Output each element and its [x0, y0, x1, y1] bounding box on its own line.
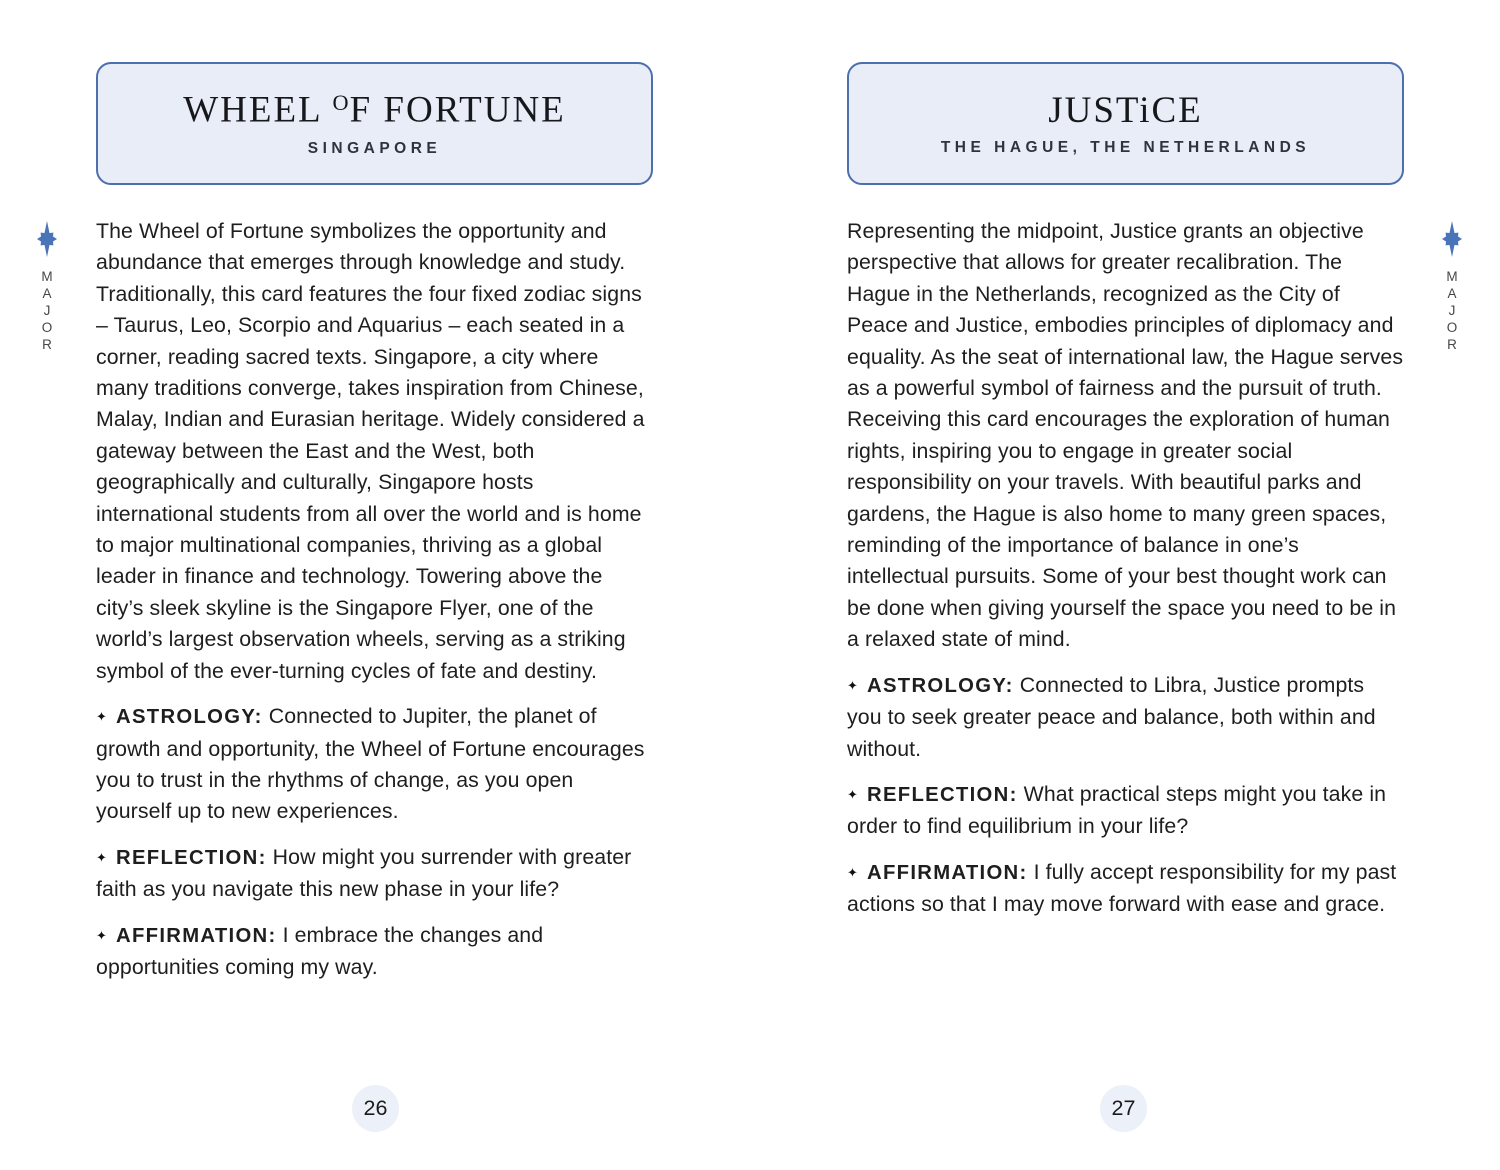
- section-text: How might you surrender with greater faith as you navigate this new phase in your life?: [96, 844, 632, 902]
- arcana-letter: M: [41, 269, 53, 284]
- diamond-bullet-icon: ✦: [96, 849, 107, 865]
- reflection-section: [847, 779, 1404, 843]
- intro-paragraph: Representing the midpoint, Justice grants an objective perspective that allows for greater recalibration. The Hague in the Netherlands, recognized as the City of Peace and Justice, embodies principles of diplomacy and equality. As the seat of international law, the Hague serves as a powerful symbol of fairness and the pursuit of truth. Receiving this card encourages the exploration of human rights, inspiring you to engage in greater social responsibility on your travels. With beautiful parks and gardens, the Hague is also home to many green spaces, reminding of the importance of balance in one’s intellectual pursuits. Some of your best thought work can be done when giving yourself the space you need to be in a relaxed state of mind.: [847, 219, 1404, 652]
- arcana-letter: O: [1446, 320, 1458, 335]
- page-wheel-of-fortune: [96, 62, 653, 983]
- page-number-badge: 26: [352, 1085, 399, 1132]
- card-description: [847, 216, 1404, 921]
- card-title: [183, 91, 566, 130]
- major-arcana-label: [1437, 270, 1467, 352]
- section-label: REFLECTION:: [867, 783, 1018, 806]
- section-text: What practical steps might you take in order to find equilibrium in your life?: [847, 781, 1387, 839]
- section-label: ASTROLOGY:: [116, 706, 263, 729]
- arcana-letter: J: [43, 303, 51, 318]
- diamond-bullet-icon: ✦: [847, 677, 858, 693]
- diamond-bullet-icon: ✦: [96, 927, 107, 943]
- card-description: [96, 216, 653, 983]
- card-title-text: WHEEL: [183, 89, 333, 131]
- section-text: Connected to Libra, Justice prompts you to seek greater peace and balance, both within and without.: [847, 672, 1376, 761]
- card-location: SINGAPORE: [307, 139, 442, 157]
- sparkle-star-icon: [1439, 221, 1465, 257]
- arcana-letter: R: [1447, 337, 1457, 352]
- section-label: REFLECTION:: [116, 846, 267, 869]
- card-location: THE HAGUE, THE NETHERLANDS: [940, 139, 1311, 157]
- card-title-text: F FORTUNE: [349, 89, 566, 131]
- section-label: AFFIRMATION:: [867, 861, 1028, 884]
- major-arcana-label: [32, 270, 62, 352]
- sidebar-left: [32, 221, 62, 352]
- section-label: AFFIRMATION:: [116, 924, 277, 947]
- astrology-section: [847, 670, 1404, 765]
- arcana-letter: A: [1447, 286, 1457, 301]
- affirmation-section: [96, 920, 653, 984]
- page-number-badge: 27: [1100, 1085, 1147, 1132]
- card-title-box: [96, 62, 653, 185]
- section-label: ASTROLOGY:: [867, 674, 1014, 697]
- astrology-section: [96, 701, 653, 828]
- page-justice: [847, 62, 1404, 921]
- section-text: I embrace the changes and opportunities coming my way.: [96, 922, 544, 979]
- affirmation-section: [847, 857, 1404, 921]
- section-text: Connected to Jupiter, the planet of growth and opportunity, the Wheel of Fortune encourages you to trust in the rhythms of change, as you open yourself up to new experiences.: [96, 704, 645, 824]
- arcana-letter: M: [1446, 269, 1458, 284]
- intro-paragraph: The Wheel of Fortune symbolizes the opportunity and abundance that emerges through knowledge and study. Traditionally, this card features the four fixed zodiac signs – Taurus, Leo, Scorpio and Aquarius – each seated in a corner, reading sacred texts. Singapore, a city where many traditions converge, takes inspiration from Chinese, Malay, Indian and Eurasian heritage. Widely considered a gateway between the East and the West, both geographically and culturally, Singapore hosts international students from all over the world and is home to major multinational companies, thriving as a global leader in finance and technology. Towering above the city’s sleek skyline is the Singapore Flyer, one of the world’s largest observation wheels, serving as a striking symbol of the ever-turning cycles of fate and destiny.: [96, 219, 645, 683]
- card-title-box: [847, 62, 1404, 185]
- card-title-raised-letter: O: [332, 90, 350, 116]
- diamond-bullet-icon: ✦: [847, 786, 858, 802]
- diamond-bullet-icon: ✦: [847, 864, 858, 880]
- arcana-letter: O: [41, 320, 53, 335]
- diamond-bullet-icon: ✦: [96, 709, 107, 725]
- arcana-letter: R: [42, 337, 52, 352]
- sidebar-right: [1437, 221, 1467, 352]
- card-title: JUSTiCE: [1048, 89, 1203, 131]
- reflection-section: [96, 842, 653, 906]
- arcana-letter: J: [1448, 303, 1456, 318]
- arcana-letter: A: [42, 286, 52, 301]
- sparkle-star-icon: [34, 221, 60, 257]
- section-text: I fully accept responsibility for my past actions so that I may move forward with ease and grace.: [847, 859, 1397, 917]
